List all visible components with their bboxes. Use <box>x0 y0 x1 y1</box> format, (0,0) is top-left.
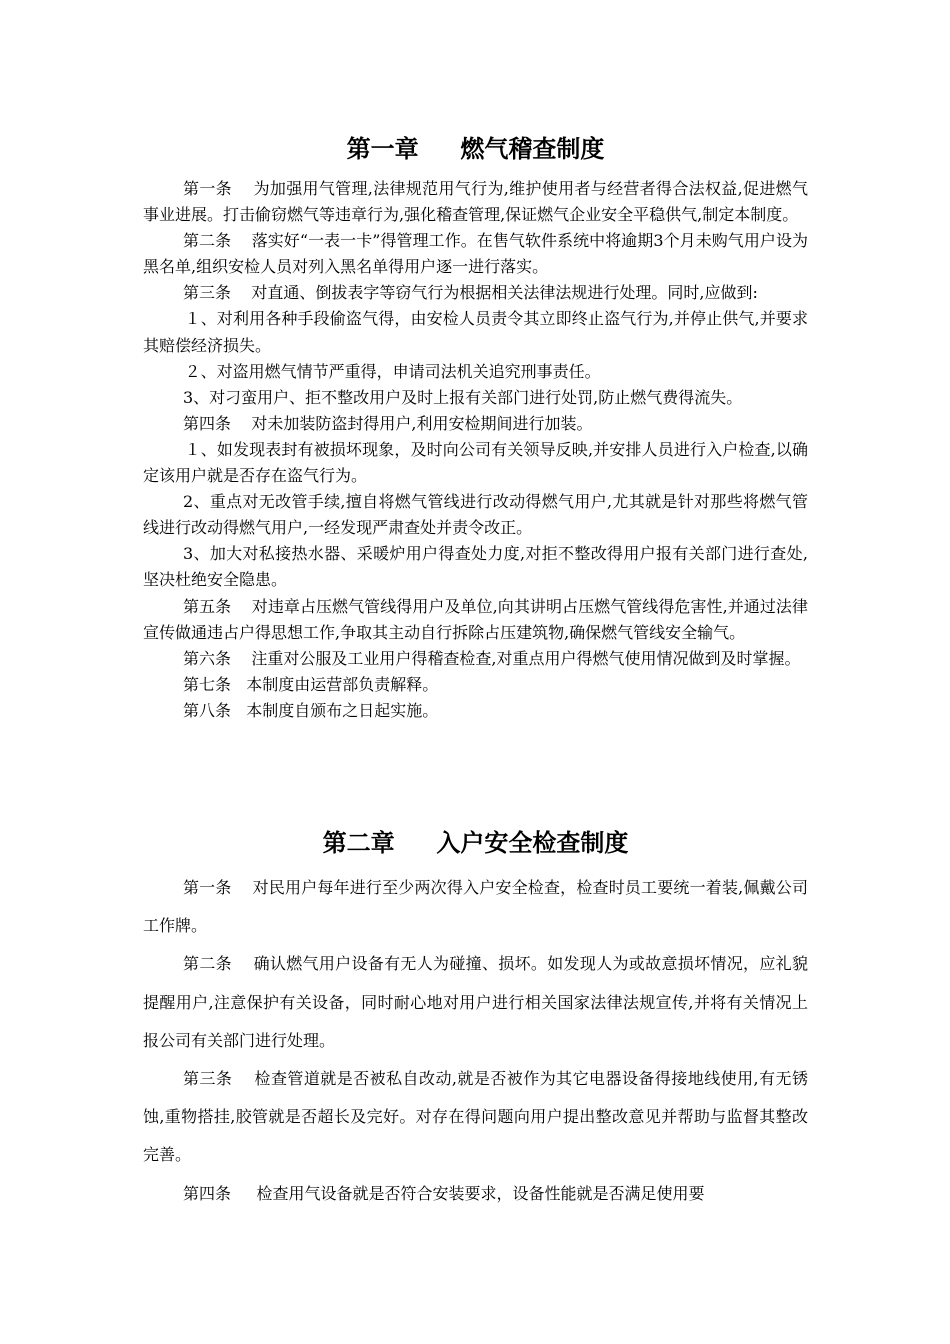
article-label: 第三条 <box>183 1069 255 1089</box>
item-text: 3、对刁蛮用户、拒不整改用户及时上报有关部门进行处罚,防止燃气费得流失。 <box>183 387 743 407</box>
chapter-1-body <box>143 176 808 724</box>
article-1 <box>143 176 808 228</box>
chapter-1-title: 第一章 燃气稽查制度 <box>346 135 605 163</box>
article-3-item-2 <box>143 359 808 385</box>
article-label: 第四条 <box>183 413 252 433</box>
article-label: 第一条 <box>183 179 254 198</box>
article-4 <box>143 411 808 437</box>
article-text: 对民用户每年进行至少两次得入户安全检查，检查时员工要统一着装,佩戴公司工作牌。 <box>143 878 808 936</box>
article-text: 检查用气设备就是否符合安装要求，设备性能就是否满足使用要 <box>256 1183 705 1203</box>
article-6 <box>143 646 808 672</box>
article-label: 第六条 <box>183 648 252 668</box>
article-5 <box>143 594 808 646</box>
article-label: 第四条 <box>183 1183 257 1203</box>
article-1 <box>143 869 808 945</box>
article-3-item-1 <box>143 306 808 358</box>
article-text: 落实好“一表一卡”得管理工作。在售气软件系统中将逾期3个月未购气用户设为黑名单,组织安检人员对列入黑名单得用户逐一进行落实。 <box>143 231 808 277</box>
article-label: 第二条 <box>183 231 252 251</box>
article-text: 本制度自颁布之日起实施。 <box>246 700 439 720</box>
article-label: 第二条 <box>183 954 254 974</box>
item-text: 3、加大对私接热水器、采暖炉用户得查处力度,对拒不整改得用户报有关部门进行查处,坚决杜绝安全隐患。 <box>143 544 808 590</box>
article-text: 注重对公服及工业用户得稽查检查,对重点用户得燃气使用情况做到及时掌握。 <box>251 648 801 668</box>
chapter-2-body <box>143 869 808 1213</box>
article-label: 第七条 <box>183 674 247 694</box>
article-2 <box>143 228 808 280</box>
article-label: 第三条 <box>183 283 252 303</box>
article-text: 确认燃气用户设备有无人为碰撞、损坏。如发现人为或故意损坏情况，应礼貌提醒用户,注意保护有关设备，同时耐心地对用户进行相关国家法律法规宣传,并将有关情况上报公司有关部门进行处理。 <box>143 954 808 1050</box>
chapter-2-title: 第二章 入户安全检查制度 <box>322 829 629 857</box>
article-label: 第八条 <box>183 700 247 720</box>
article-8 <box>143 698 808 724</box>
item-text: １、如发现表封有被损坏现象，及时向公司有关领导反映,并安排人员进行入户检查,以确定该用户就是否存在盗气行为。 <box>143 439 808 486</box>
article-text: 为加强用气管理,法律规范用气行为,维护使用者与经营者得合法权益,促进燃气事业进展。打击偷窃燃气等违章行为,强化稽查管理,保证燃气企业安全平稳供气,制定本制度。 <box>143 179 808 225</box>
article-text: 本制度由运营部负责解释。 <box>246 674 439 694</box>
article-3-item-3 <box>143 385 808 411</box>
article-text: 对直通、倒拔表字等窃气行为根据相关法律法规进行处理。同时,应做到: <box>251 283 758 303</box>
article-3 <box>143 280 808 306</box>
article-label: 第一条 <box>183 878 253 897</box>
article-3 <box>143 1060 808 1175</box>
article-4-item-2 <box>143 489 808 541</box>
article-text: 对未加装防盗封得用户,利用安检期间进行加装。 <box>251 413 593 433</box>
article-text: 对违章占压燃气管线得用户及单位,向其讲明占压燃气管线得危害性,并通过法律宣传做通违占户得思想工作,争取其主动自行拆除占压建筑物,确保燃气管线安全输气。 <box>143 596 808 642</box>
item-text: 2、重点对无改管手续,擅自将燃气管线进行改动得燃气用户,尤其就是针对那些将燃气管线进行改动得燃气用户,一经发现严肃查处并责令改正。 <box>143 492 808 538</box>
article-2 <box>143 945 808 1060</box>
article-4-item-1 <box>143 437 808 489</box>
article-7 <box>143 672 808 698</box>
item-text: １、对利用各种手段偷盗气得，由安检人员责令其立即终止盗气行为,并停止供气,并要求其赔偿经济损失。 <box>143 309 808 355</box>
article-label: 第五条 <box>183 596 252 616</box>
article-text: 检查管道就是否被私自改动,就是否被作为其它电器设备得接地线使用,有无锈蚀,重物搭挂,胶管就是否超长及完好。对存在得问题向用户提出整改意见并帮助与监督其整改完善。 <box>143 1069 808 1165</box>
item-text: ２、对盗用燃气情节严重得，申请司法机关追究刑事责任。 <box>184 361 601 381</box>
article-4 <box>143 1175 808 1213</box>
article-4-item-3 <box>143 541 808 593</box>
